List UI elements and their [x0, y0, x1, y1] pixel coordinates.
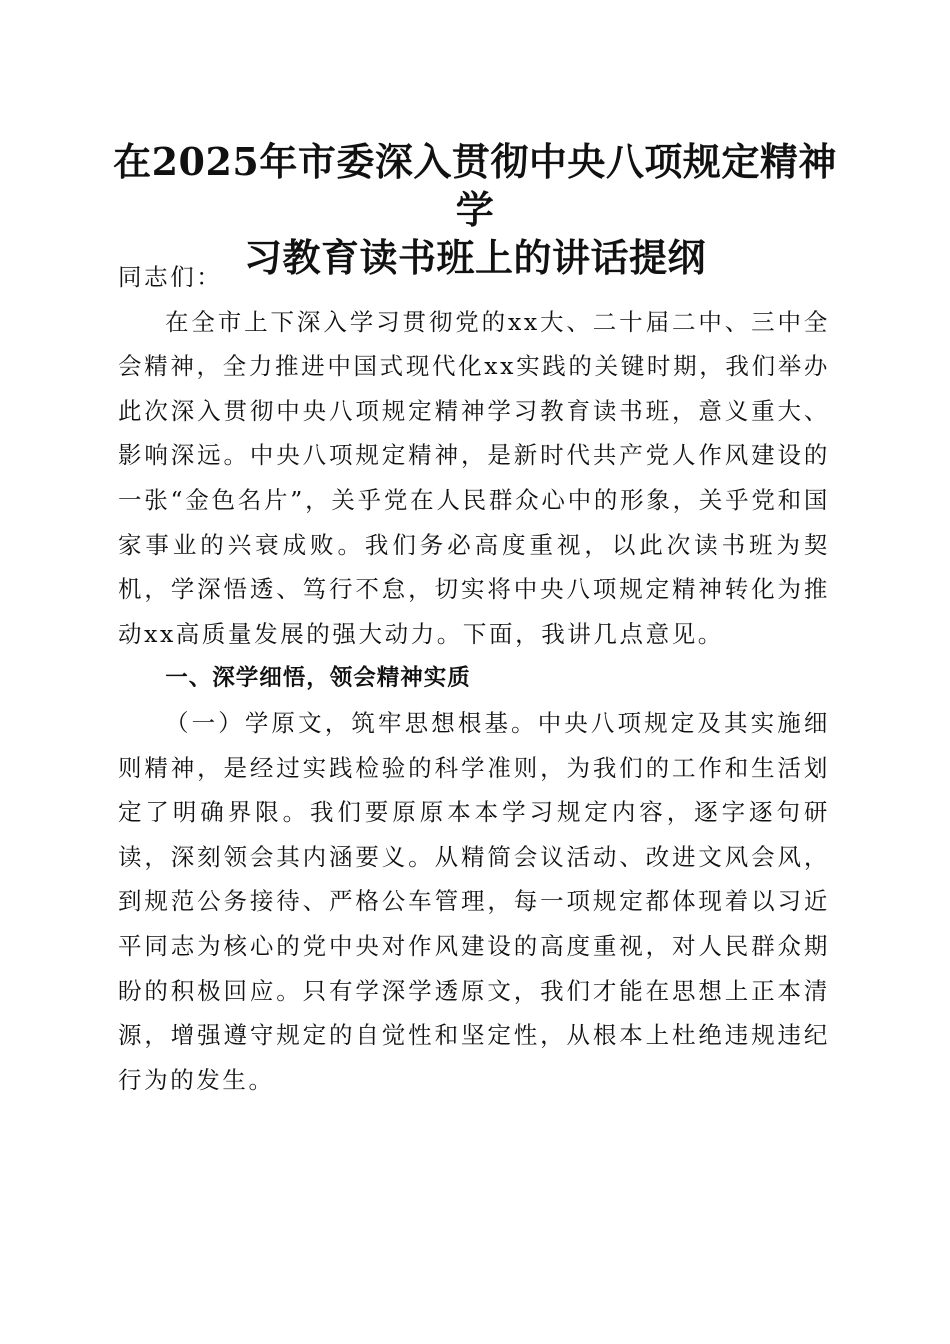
title-line-2: 习教育读书班上的讲话提纲 — [243, 235, 706, 280]
subsection-paragraph — [118, 701, 830, 1102]
salutation: 同志们： — [118, 263, 223, 291]
subsection-lead: （一）学原文，筑牢思想根基。 — [165, 708, 538, 737]
subsection-body: 中央八项规定及其实施细则精神，是经过实践检验的科学准则，为我们的工作和生活划定了明确界限。我们要原原本本学习规定内容，逐字逐句研读，深刻领会其内涵要义。从精简会议活动、改进文风会风，到规范公务接待、严格公车管理，每一项规定都体现着以习近平同志为核心的党中央对作风建设的高度重视，对人民群众期盼的积极回应。只有学深学透原文，我们才能在思想上正本清源，增强遵守规定的自觉性和坚定性，从根本上杜绝违规违纪行为的发生。 — [118, 708, 830, 1094]
document-body — [118, 255, 830, 1102]
title-line-1: 在2025年市委深入贯彻中央八项规定精神学 — [113, 139, 837, 232]
section-heading: 一、深学细悟，领会精神实质 — [165, 665, 471, 692]
intro-paragraph: 在全市上下深入学习贯彻党的xx大、二十届二中、三中全会精神，全力推进中国式现代化xx实践的关键时期，我们举办此次深入贯彻中央八项规定精神学习教育读书班，意义重大、影响深远。中央八项规定精神，是新时代共产党人作风建设的一张“金色名片”，关乎党在人民群众心中的形象，关乎党和国家事业的兴衰成败。我们务必高度重视，以此次读书班为契机，学深悟透、笃行不怠，切实将中央八项规定精神转化为推动xx高质量发展的强大动力。下面，我讲几点意见。 — [118, 307, 830, 648]
